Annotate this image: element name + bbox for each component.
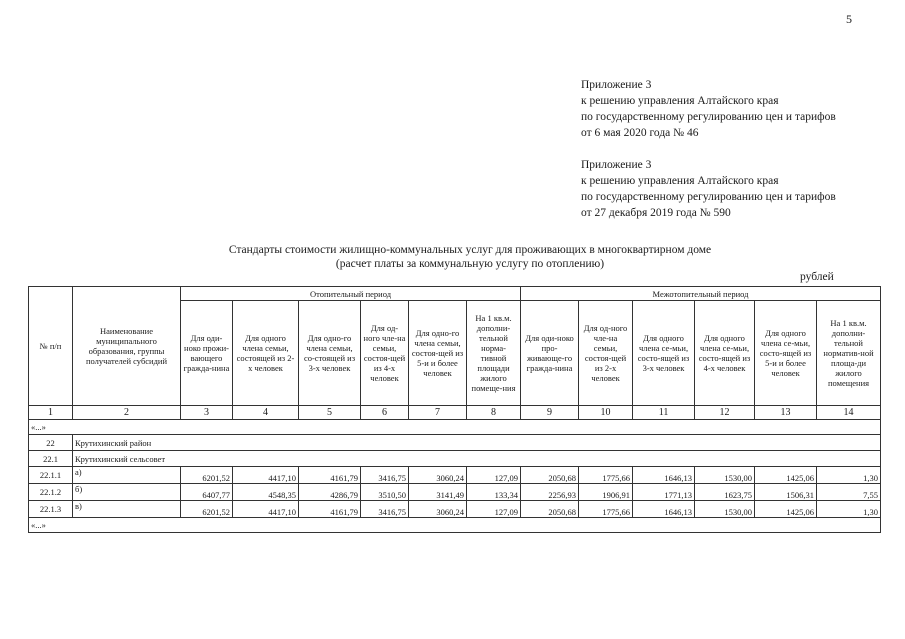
value-cell: 2050,68: [521, 467, 579, 484]
value-cell: 127,09: [467, 467, 521, 484]
value-cell: 1646,13: [633, 467, 695, 484]
value-cell: 1771,13: [633, 484, 695, 501]
settlement-name: Крутихинский сельсовет: [73, 451, 881, 467]
column-number: 7: [409, 406, 467, 420]
value-cell: 3416,75: [361, 467, 409, 484]
column-number: 12: [695, 406, 755, 420]
column-number: 1: [29, 406, 73, 420]
value-cell: 1775,66: [579, 501, 633, 518]
header-cell: Для одно-го члена семьи, со-стоящей из 3-х человек: [299, 301, 361, 406]
value-cell: 1623,75: [695, 484, 755, 501]
row-group: а): [73, 467, 181, 484]
value-cell: 1530,00: [695, 467, 755, 484]
value-cell: 1530,00: [695, 501, 755, 518]
column-number: 9: [521, 406, 579, 420]
value-cell: 133,34: [467, 484, 521, 501]
row-group: в): [73, 501, 181, 518]
column-number: 6: [361, 406, 409, 420]
value-cell: 4161,79: [299, 501, 361, 518]
value-cell: 4161,79: [299, 467, 361, 484]
appendix-line: по государственному регулированию цен и тарифов: [581, 111, 836, 123]
header-cell: Для оди-ноко прожи-вающего гражда-нина: [181, 301, 233, 406]
value-cell: 3060,24: [409, 467, 467, 484]
row-code: 22.1: [29, 451, 73, 467]
value-cell: 1506,31: [755, 484, 817, 501]
value-cell: 6201,52: [181, 501, 233, 518]
value-cell: 6407,77: [181, 484, 233, 501]
appendix-line: Приложение 3: [581, 159, 652, 171]
value-cell: 1775,66: [579, 467, 633, 484]
column-number: 8: [467, 406, 521, 420]
appendix-line: по государственному регулированию цен и тарифов: [581, 191, 836, 203]
document-title: [130, 243, 810, 271]
appendix-current-block: [581, 77, 836, 141]
appendix-previous-block: [581, 157, 836, 221]
title-line: (расчет платы за коммунальную услугу по отоплению): [335, 258, 605, 270]
district-row: [29, 435, 881, 451]
value-cell: 2256,93: [521, 484, 579, 501]
appendix-line: Приложение 3: [581, 79, 652, 91]
row-code: 22: [29, 435, 73, 451]
column-number: 11: [633, 406, 695, 420]
ellipsis-row: [29, 518, 881, 533]
header-cell: Для одного члена се-мьи, состо-ящей из 3-х человек: [633, 301, 695, 406]
ellipsis-marker: «...»: [29, 420, 881, 435]
district-name: Крутихинский район: [73, 435, 881, 451]
value-cell: 3060,24: [409, 501, 467, 518]
appendix-line: к решению управления Алтайского края: [581, 175, 779, 187]
column-number: 4: [233, 406, 299, 420]
header-cell: Для од-ного чле-на семьи, состоя-щей из 4-х человек: [361, 301, 409, 406]
value-cell: 4417,10: [233, 501, 299, 518]
header-cell: Для оди-ноко про-живающе-го гражда-нина: [521, 301, 579, 406]
header-no: № п/п: [29, 287, 73, 406]
value-cell: 3416,75: [361, 501, 409, 518]
value-cell: 2050,68: [521, 501, 579, 518]
column-number: 2: [73, 406, 181, 420]
table-row: [29, 467, 881, 484]
value-cell: 1646,13: [633, 501, 695, 518]
value-cell: 4417,10: [233, 467, 299, 484]
value-cell: 3141,49: [409, 484, 467, 501]
header-cell: Для од-ного чле-на семьи, состоя-щей из 2-х человек: [579, 301, 633, 406]
page-number: 5: [846, 12, 852, 26]
value-cell: 1,30: [817, 501, 881, 518]
value-cell: 1425,06: [755, 501, 817, 518]
column-number: 14: [817, 406, 881, 420]
value-cell: 1425,06: [755, 467, 817, 484]
row-code: 22.1.3: [29, 501, 73, 518]
table-row: [29, 484, 881, 501]
appendix-line: от 6 мая 2020 года № 46: [581, 127, 699, 139]
value-cell: 7,55: [817, 484, 881, 501]
header-cell: Для одно-го члена семьи, состоя-щей из 5-и и более человек: [409, 301, 467, 406]
row-code: 22.1.2: [29, 484, 73, 501]
row-group: б): [73, 484, 181, 501]
value-cell: 3510,50: [361, 484, 409, 501]
header-cell: Для одного члена се-мьи, состо-ящей из 5-и и более человек: [755, 301, 817, 406]
header-heating-period: Отопительный период: [181, 287, 521, 301]
column-number: 3: [181, 406, 233, 420]
column-number: 10: [579, 406, 633, 420]
value-cell: 4548,35: [233, 484, 299, 501]
ellipsis-marker: «...»: [29, 518, 881, 533]
header-cell: На 1 кв.м. дополни-тельной норма-тивной площади жилого помеще-ния: [467, 301, 521, 406]
header-cell: Для одного члена се-мьи, состо-ящей из 4-х человек: [695, 301, 755, 406]
units-label: рублей: [800, 271, 834, 283]
settlement-row: [29, 451, 881, 467]
value-cell: 127,09: [467, 501, 521, 518]
value-cell: 4286,79: [299, 484, 361, 501]
title-line: Стандарты стоимости жилищно-коммунальных услуг для проживающих в многоквартирном доме: [228, 244, 712, 256]
value-cell: 6201,52: [181, 467, 233, 484]
ellipsis-row: [29, 420, 881, 435]
column-number: 13: [755, 406, 817, 420]
column-number-row: [29, 406, 881, 420]
value-cell: 1,30: [817, 467, 881, 484]
column-number: 5: [299, 406, 361, 420]
appendix-line: к решению управления Алтайского края: [581, 95, 779, 107]
value-cell: 1906,91: [579, 484, 633, 501]
appendix-line: от 27 декабря 2019 года № 590: [581, 207, 731, 219]
header-cell: На 1 кв.м. дополни-тельной норматив-ной площа-ди жилого помещения: [817, 301, 881, 406]
row-code: 22.1.1: [29, 467, 73, 484]
header-cell: Для одного члена семьи, состоящей из 2-х человек: [233, 301, 299, 406]
table-row: [29, 501, 881, 518]
standards-table: [28, 286, 881, 533]
header-offseason-period: Межотопительный период: [521, 287, 881, 301]
header-name: Наименование муниципального образования, группы получателей субсидий: [73, 287, 181, 406]
